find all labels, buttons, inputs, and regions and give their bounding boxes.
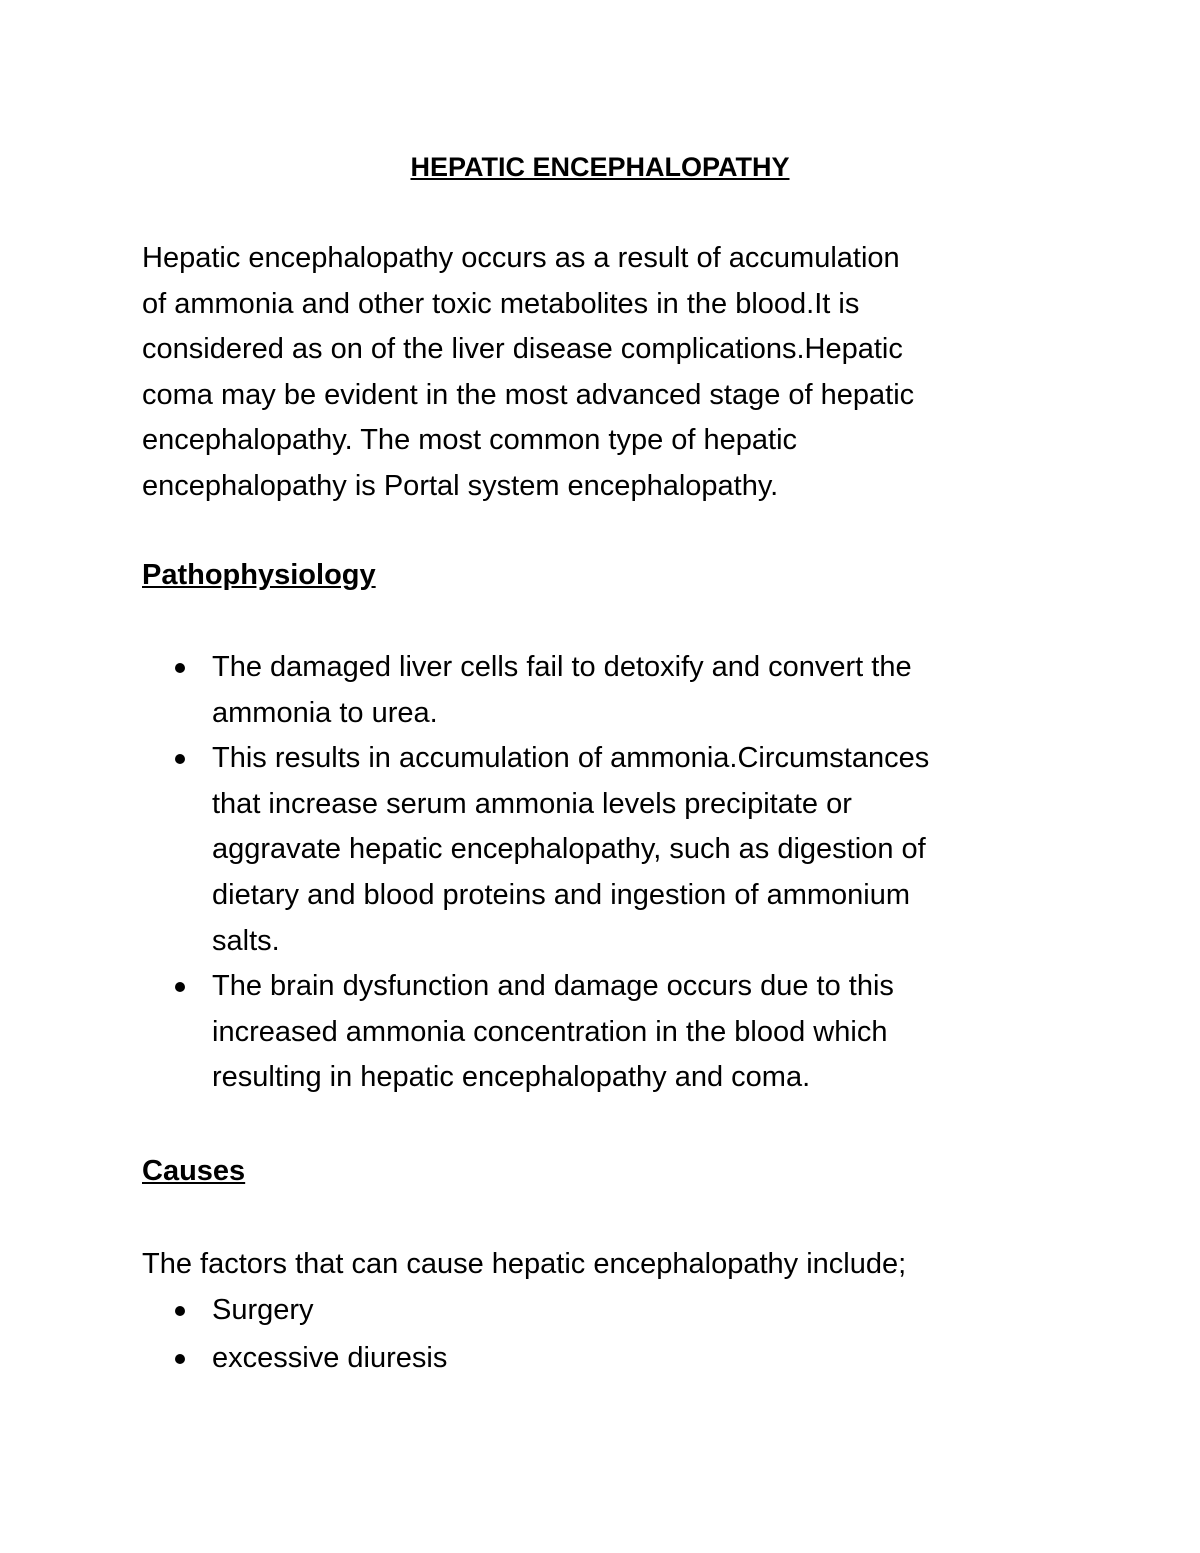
bullet-icon	[175, 1306, 185, 1316]
list-item	[142, 1336, 1082, 1382]
causes-intro-line: The factors that can cause hepatic encephalopathy include;	[142, 1248, 907, 1280]
list-item-line: excessive diuresis	[212, 1341, 448, 1374]
list-item-line: aggravate hepatic encephalopathy, such as digestion of	[212, 833, 926, 866]
bullet-icon	[175, 1354, 185, 1364]
intro-line: coma may be evident in the most advanced stage of hepatic	[142, 378, 915, 411]
list-item-line: The brain dysfunction and damage occurs due to this	[212, 970, 894, 1003]
intro-line: considered as on of the liver disease complications.Hepatic	[142, 333, 903, 366]
list-item	[142, 645, 1082, 736]
intro-line: Hepatic encephalopathy occurs as a result of accumulation	[142, 242, 900, 274]
bullet-icon	[175, 754, 185, 764]
list-item	[142, 964, 1082, 1101]
list-item	[142, 736, 1082, 964]
causes-list	[142, 1288, 1082, 1381]
list-item-line: that increase serum ammonia levels precipitate or	[212, 787, 852, 820]
list-item-line: ammonia to urea.	[212, 696, 438, 729]
list-item-line: The damaged liver cells fail to detoxify and convert the	[212, 651, 912, 683]
pathophysiology-heading: Pathophysiology	[142, 559, 376, 591]
list-item-line: This results in accumulation of ammonia.Circumstances	[212, 742, 930, 775]
document-title: HEPATIC ENCEPHALOPATHY	[410, 152, 790, 182]
causes-heading: Causes	[142, 1155, 246, 1187]
pathophysiology-list	[142, 645, 1082, 1101]
bullet-icon	[175, 663, 185, 673]
list-item-line: Surgery	[212, 1294, 314, 1326]
intro-line: encephalopathy. The most common type of hepatic	[142, 424, 798, 457]
list-item-line: dietary and blood proteins and ingestion of ammonium	[212, 878, 911, 911]
list-item	[142, 1288, 1082, 1334]
list-item-line: increased ammonia concentration in the blood which	[212, 1015, 888, 1048]
list-item-line: salts.	[212, 924, 280, 957]
intro-paragraph	[142, 236, 1062, 510]
intro-line: encephalopathy is Portal system encephalopathy.	[142, 469, 779, 502]
list-item-line: resulting in hepatic encephalopathy and coma.	[212, 1061, 811, 1094]
intro-line: of ammonia and other toxic metabolites in the blood.It is	[142, 287, 860, 320]
causes-intro	[142, 1242, 1062, 1288]
bullet-icon	[175, 982, 185, 992]
